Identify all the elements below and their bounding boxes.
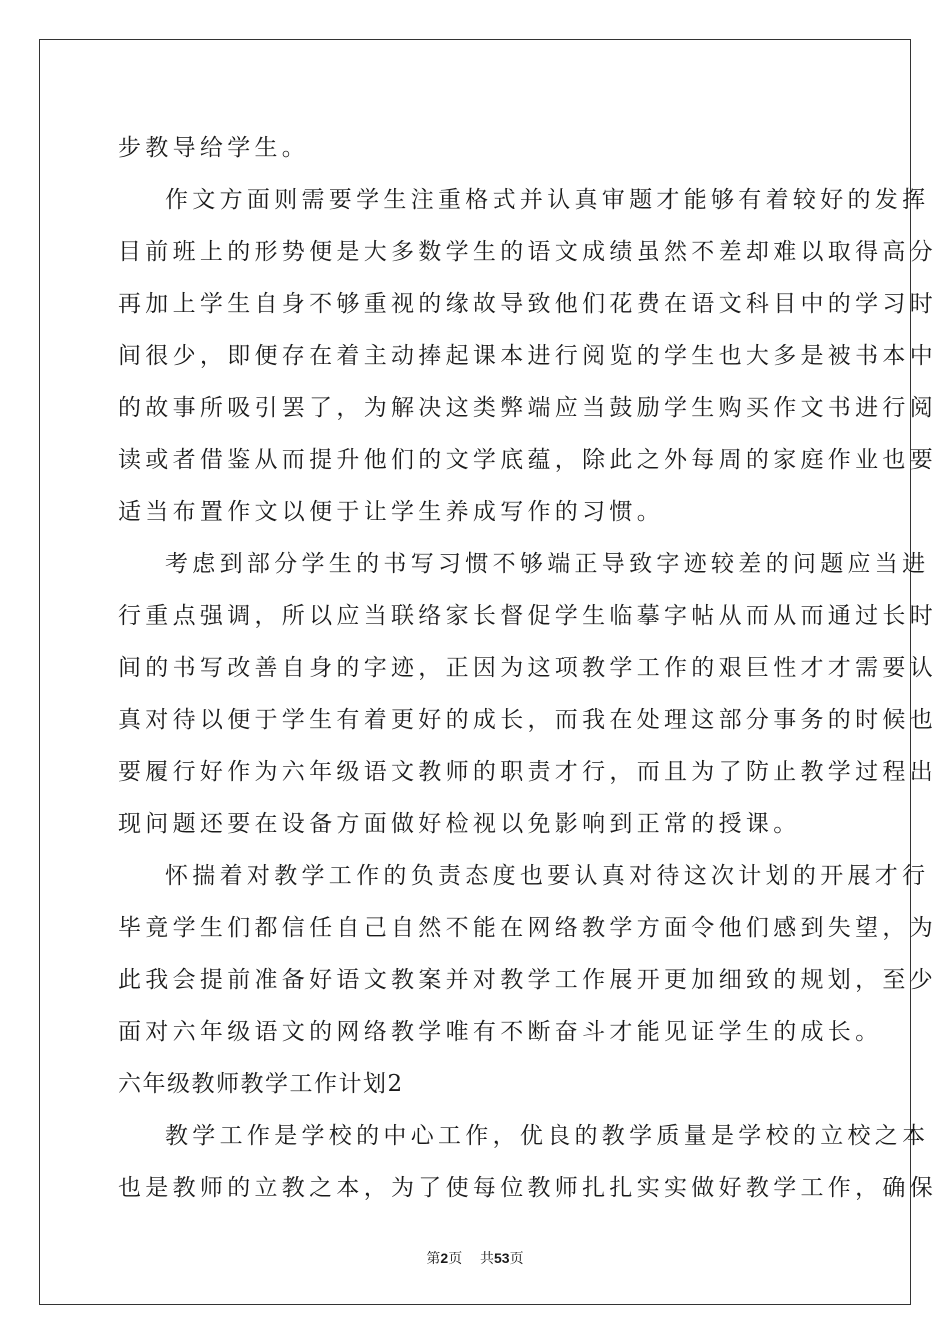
text-line: 的故事所吸引罢了，为解决这类弊端应当鼓励学生购买作文书进行阅 <box>118 395 937 421</box>
text-line: 要履行好作为六年级语文教师的职责才行，而且为了防止教学过程出 <box>118 759 937 785</box>
text-line: 面对六年级语文的网络教学唯有不断奋斗才能见证学生的成长。 <box>118 1019 883 1045</box>
text-line: 行重点强调，所以应当联络家长督促学生临摹字帖从而从而通过长时 <box>118 603 937 629</box>
paragraph-line: 作文方面则需要学生注重格式并认真审题才能够有着较好的发挥 <box>165 187 930 213</box>
section-heading: 六年级教师教学工作计划2 <box>118 1071 404 1097</box>
text-line: 此我会提前准备好语文教案并对教学工作展开更加细致的规划，至少 <box>118 967 937 993</box>
text-line: 真对待以便于学生有着更好的成长，而我在处理这部分事务的时候也 <box>118 707 937 733</box>
total-unit: 页 <box>509 1251 524 1267</box>
text-line: 间的书写改善自身的字迹，正因为这项教学工作的艰巨性才才需要认 <box>118 655 937 681</box>
page-unit: 页 <box>448 1251 463 1267</box>
paragraph-line: 考虑到部分学生的书写习惯不够端正导致字迹较差的问题应当进 <box>165 551 930 577</box>
paragraph-line: 怀揣着对教学工作的负责态度也要认真对待这次计划的开展才行 <box>165 863 930 889</box>
page-footer <box>0 1248 950 1268</box>
text-line: 适当布置作文以便于让学生养成写作的习惯。 <box>118 499 664 525</box>
total-page-count: 53 <box>494 1250 510 1266</box>
total-label: 共 <box>480 1251 495 1267</box>
text-line: 间很少，即便存在着主动捧起课本进行阅览的学生也大多是被书本中 <box>118 343 937 369</box>
text-line: 毕竟学生们都信任自己自然不能在网络教学方面令他们感到失望，为 <box>118 915 937 941</box>
text-line: 再加上学生自身不够重视的缘故导致他们花费在语文科目中的学习时 <box>118 291 937 317</box>
text-line: 步教导给学生。 <box>118 135 310 161</box>
text-line: 目前班上的形势便是大多数学生的语文成绩虽然不差却难以取得高分 <box>118 239 937 265</box>
text-line: 现问题还要在设备方面做好检视以免影响到正常的授课。 <box>118 811 801 837</box>
paragraph-line: 教学工作是学校的中心工作，优良的教学质量是学校的立校之本 <box>165 1123 930 1149</box>
current-page-number: 2 <box>440 1250 449 1266</box>
text-line: 也是教师的立教之本，为了使每位教师扎扎实实做好教学工作，确保 <box>118 1175 937 1201</box>
page-label: 第 <box>426 1251 441 1267</box>
text-line: 读或者借鉴从而提升他们的文学底蕴，除此之外每周的家庭作业也要 <box>118 447 937 473</box>
